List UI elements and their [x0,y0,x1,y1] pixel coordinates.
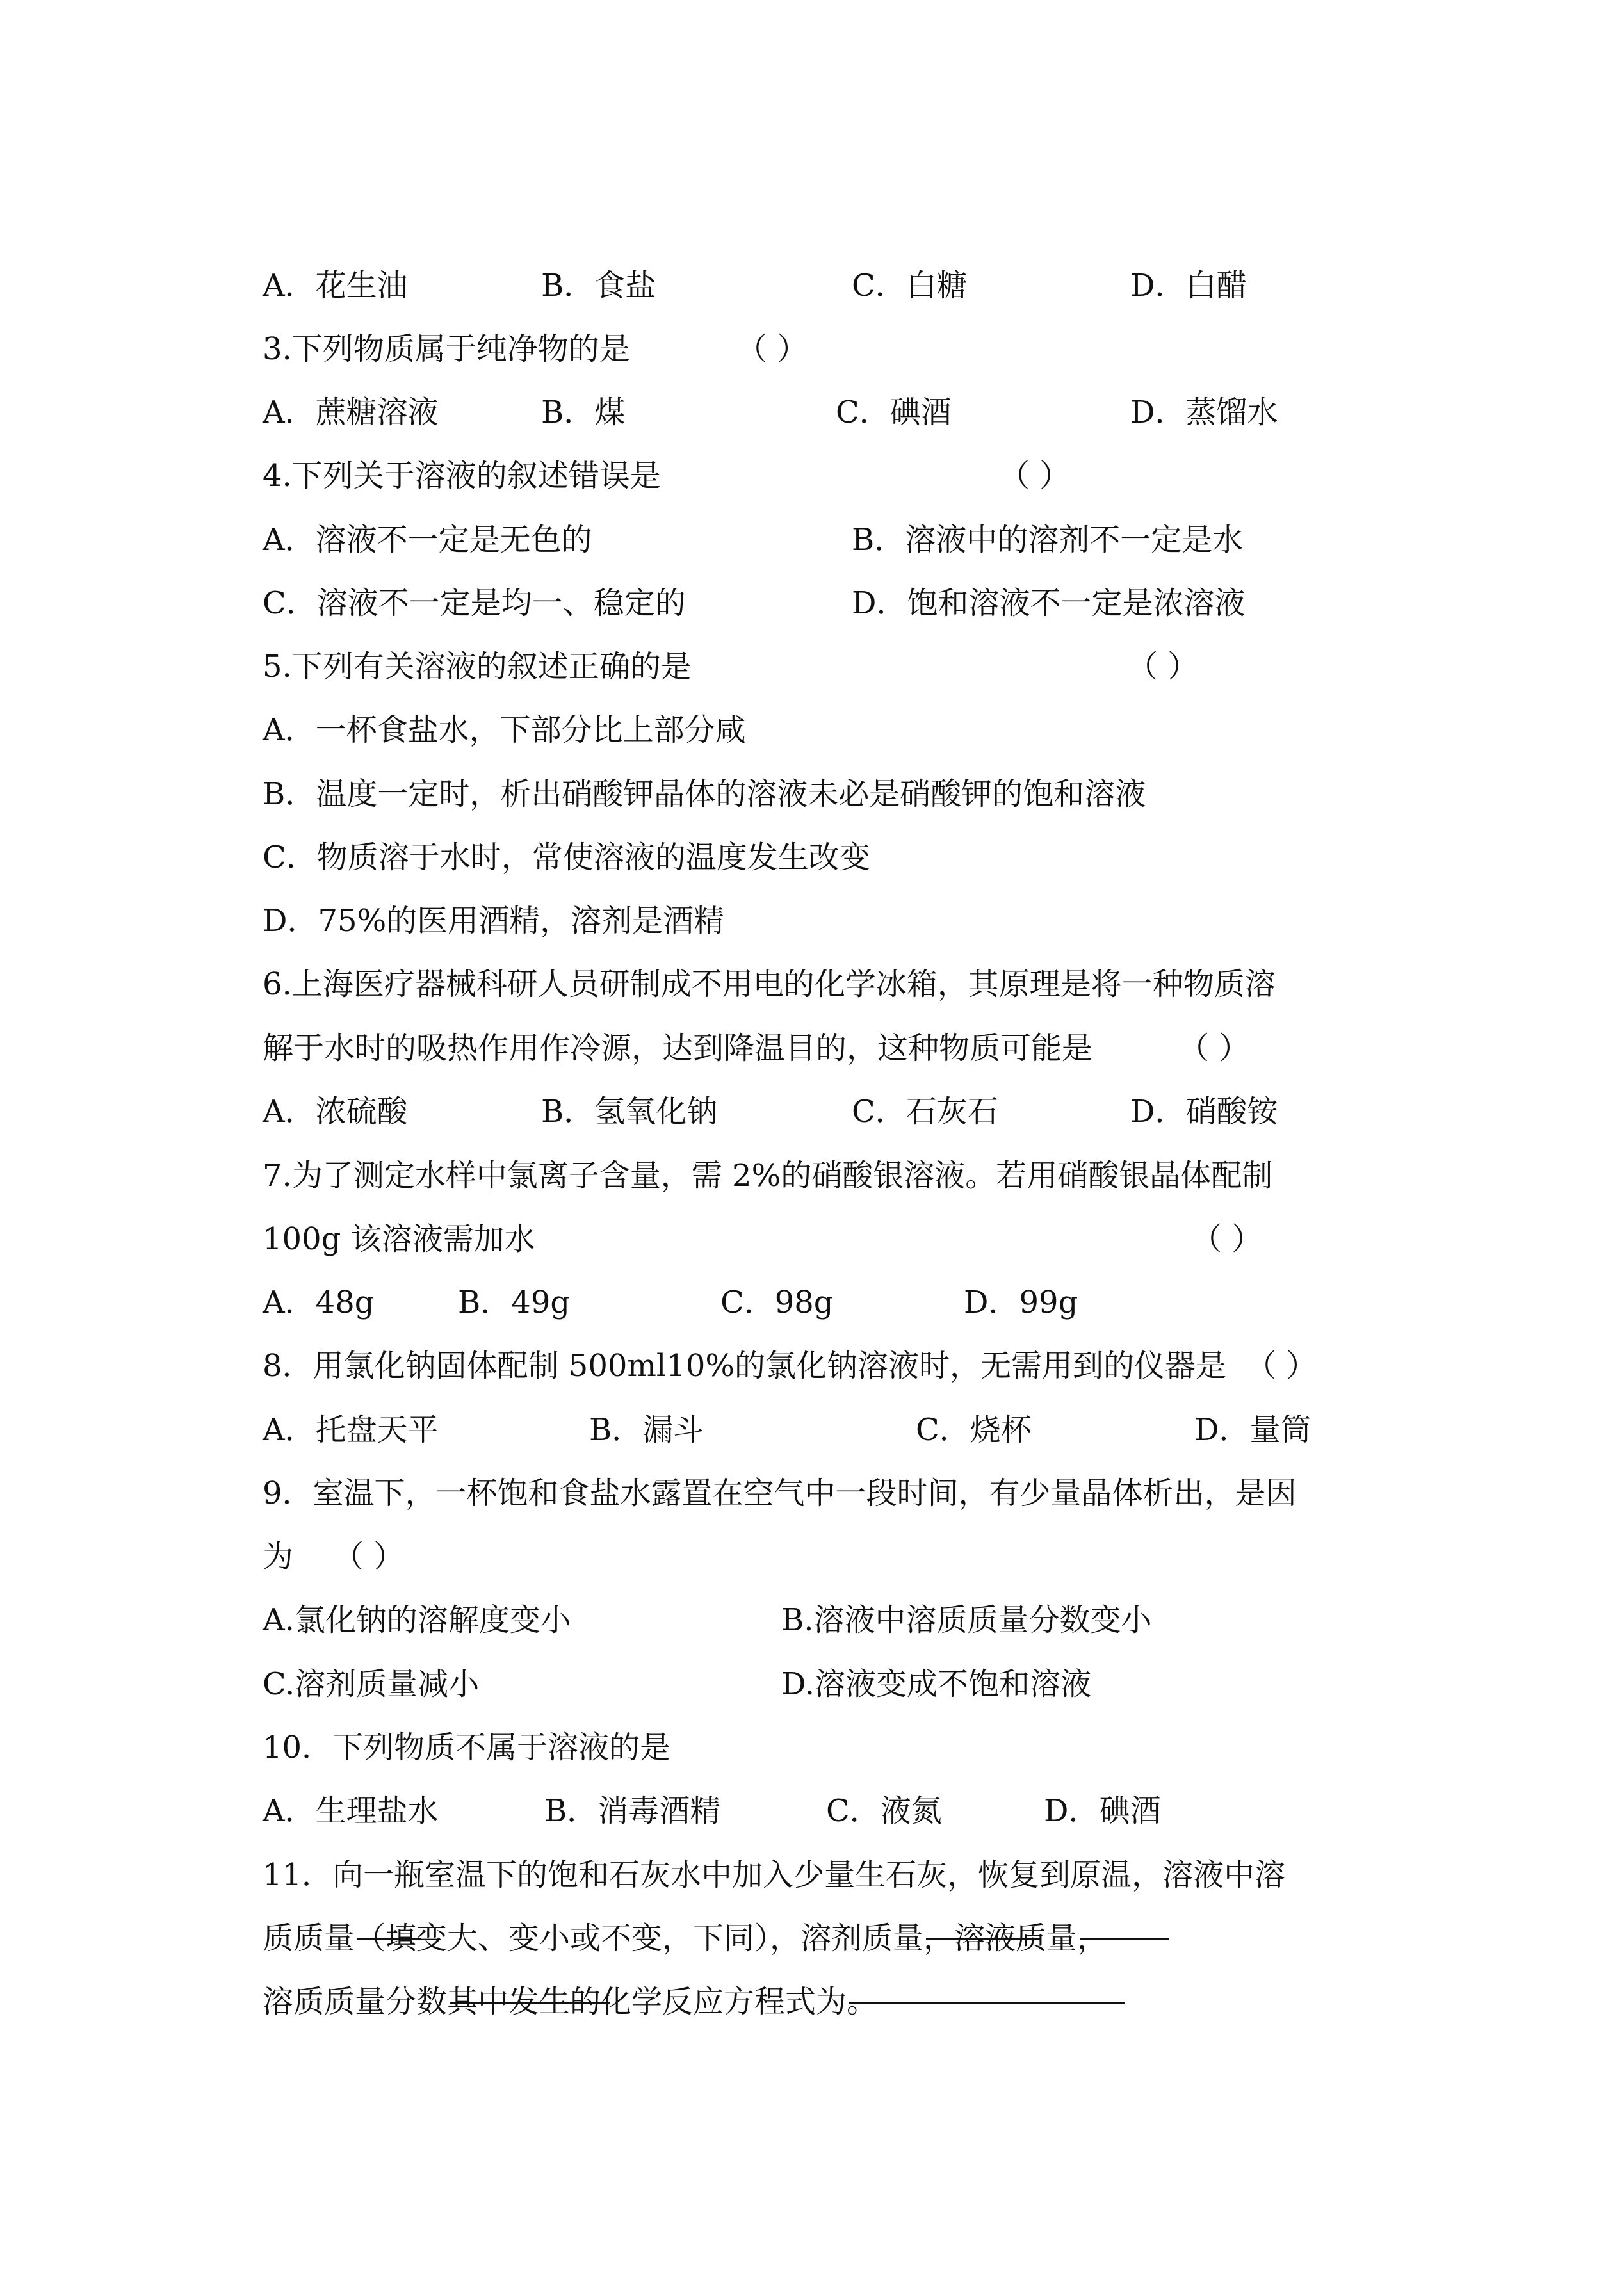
question-text: 。 [847,1984,878,2020]
question-text: 解于水时的吸热作用作冷源，达到降温目的，这种物质可能是 [263,1030,1093,1066]
q5-option-d: D．75%的医用酒精，溶剂是酒精 [263,903,725,939]
q6-options [0,1080,1624,1144]
q11-line3 [0,1970,1624,2034]
q8-options [0,1398,1624,1462]
question-text: （填变大、变小或不变，下同），溶剂质量 [355,1920,924,1956]
q2-option-c: C．白糖 [852,268,968,304]
question-text-group [263,1970,877,2034]
answer-parentheses: （ ） [1191,1221,1263,1257]
q10-stem [0,1715,1624,1780]
q4-options-ab [0,508,1624,572]
q4-option-b: B．溶液中的溶剂不一定是水 [852,522,1244,558]
q9-option-d: D.溶液变成不饱和溶液 [781,1666,1092,1702]
fill-in-blank[interactable] [926,1906,1041,1940]
q9-line1 [0,1461,1624,1525]
fill-in-blank[interactable] [450,1970,610,2004]
q10-option-c: C．液氮 [826,1793,942,1829]
question-text: 6.上海医疗器械科研人员研制成不用电的化学冰箱，其原理是将一种物质溶 [263,966,1276,1002]
q7-options [0,1270,1624,1334]
question-text: 11．向一瓶室温下的饱和石灰水中加入少量生石灰，恢复到原温，溶液中溶 [263,1857,1286,1893]
question-text-group [263,1906,1108,1970]
q10-option-b: B．消毒酒精 [544,1793,721,1829]
q3-option-b: B．煤 [541,394,626,430]
question-text: 7.为了测定水样中氯离子含量，需 2%的硝酸银溶液。若用硝酸银晶体配制 [263,1158,1273,1194]
q2-option-d: D．白醋 [1130,268,1247,304]
q8-option-a: A．托盘天平 [263,1412,439,1448]
q3-option-d: D．蒸馏水 [1130,394,1278,430]
q2-options [0,254,1624,318]
question-text: 其中发生的化学反应方程式为 [447,1984,847,2020]
q3-stem [0,317,1624,381]
question-text: ，溶液质量 [923,1920,1078,1956]
q9-option-c: C.溶剂质量减小 [263,1666,480,1702]
q5-option-c: C．物质溶于水时，常使溶液的温度发生改变 [263,839,870,875]
q5-option-a: A．一杯食盐水，下部分比上部分咸 [263,712,746,748]
q7-option-a: A．48g [263,1285,375,1320]
answer-parentheses: （ ） [1246,1348,1317,1384]
q4-stem [0,444,1624,508]
q8-stem [0,1334,1624,1398]
q6-line2 [0,1016,1624,1080]
q10-option-a: A．生理盐水 [263,1793,439,1829]
question-text: ， [1077,1920,1108,1956]
q8-option-c: C．烧杯 [916,1412,1032,1448]
question-text: 100g 该溶液需加水 [263,1221,535,1257]
question-text: 8．用氯化钠固体配制 500ml10%的氯化钠溶液时，无需用到的仪器是 [263,1348,1226,1384]
q2-option-b: B．食盐 [541,268,656,304]
fill-in-blank[interactable] [849,1970,1125,2004]
question-text: 5.下列有关溶液的叙述正确的是 [263,649,692,685]
q5-option-c-row [0,825,1624,889]
q3-option-c: C．碘酒 [836,394,952,430]
q7-line1 [0,1144,1624,1208]
q10-option-d: D．碘酒 [1044,1793,1161,1829]
answer-parentheses: （ ） [736,331,808,367]
answer-parentheses: （ ） [1127,649,1199,685]
question-text: 溶质质量分数 [263,1984,448,2020]
q5-stem [0,635,1624,699]
q9-options-ab [0,1588,1624,1652]
q4-options-cd [0,571,1624,635]
question-text: 10．下列物质不属于溶液的是 [263,1730,671,1765]
q4-option-c: C．溶液不一定是均一、稳定的 [263,585,686,621]
q9-options-cd [0,1652,1624,1716]
q11-line1 [0,1843,1624,1907]
q6-option-a: A．浓硫酸 [263,1094,408,1130]
q7-option-b: B．49g [458,1285,571,1320]
q3-option-a: A．蔗糖溶液 [263,394,439,430]
q5-option-d-row [0,889,1624,953]
q3-options [0,380,1624,444]
q8-option-d: D．量筒 [1194,1412,1311,1448]
q4-option-a: A．溶液不一定是无色的 [263,522,592,558]
fill-in-blank[interactable] [1080,1906,1169,1940]
answer-parentheses: （ ） [333,1539,405,1575]
q7-line2 [0,1207,1624,1271]
q9-option-b: B.溶液中溶质质量分数变小 [781,1602,1152,1638]
q4-option-d: D．饱和溶液不一定是浓溶液 [852,585,1246,621]
q2-option-a: A．花生油 [263,268,408,304]
q9-line2 [0,1525,1624,1589]
question-text: 质质量 [263,1920,355,1956]
answer-parentheses: （ ） [999,458,1071,494]
answer-parentheses: （ ） [1178,1030,1250,1066]
q8-option-b: B．漏斗 [589,1412,704,1448]
q11-line2 [0,1906,1624,1970]
question-text: 3.下列物质属于纯净物的是 [263,331,630,367]
q9-option-a: A.氯化钠的溶解度变小 [263,1602,571,1638]
q7-option-c: C．98g [720,1285,834,1320]
q6-line1 [0,952,1624,1016]
q5-option-b-row [0,762,1624,826]
question-text: 9．室温下，一杯饱和食盐水露置在空气中一段时间，有少量晶体析出，是因 [263,1475,1297,1511]
question-text: 为 [263,1539,294,1575]
q10-options [0,1779,1624,1843]
fill-in-blank[interactable] [357,1906,421,1940]
q5-option-b: B．温度一定时，析出硝酸钾晶体的溶液未必是硝酸钾的饱和溶液 [263,776,1146,812]
q6-option-c: C．石灰石 [852,1094,998,1130]
q7-option-d: D．99g [964,1285,1078,1320]
q6-option-d: D．硝酸铵 [1130,1094,1278,1130]
q6-option-b: B．氢氧化钠 [541,1094,718,1130]
q5-option-a-row [0,698,1624,762]
question-text: 4.下列关于溶液的叙述错误是 [263,458,661,494]
